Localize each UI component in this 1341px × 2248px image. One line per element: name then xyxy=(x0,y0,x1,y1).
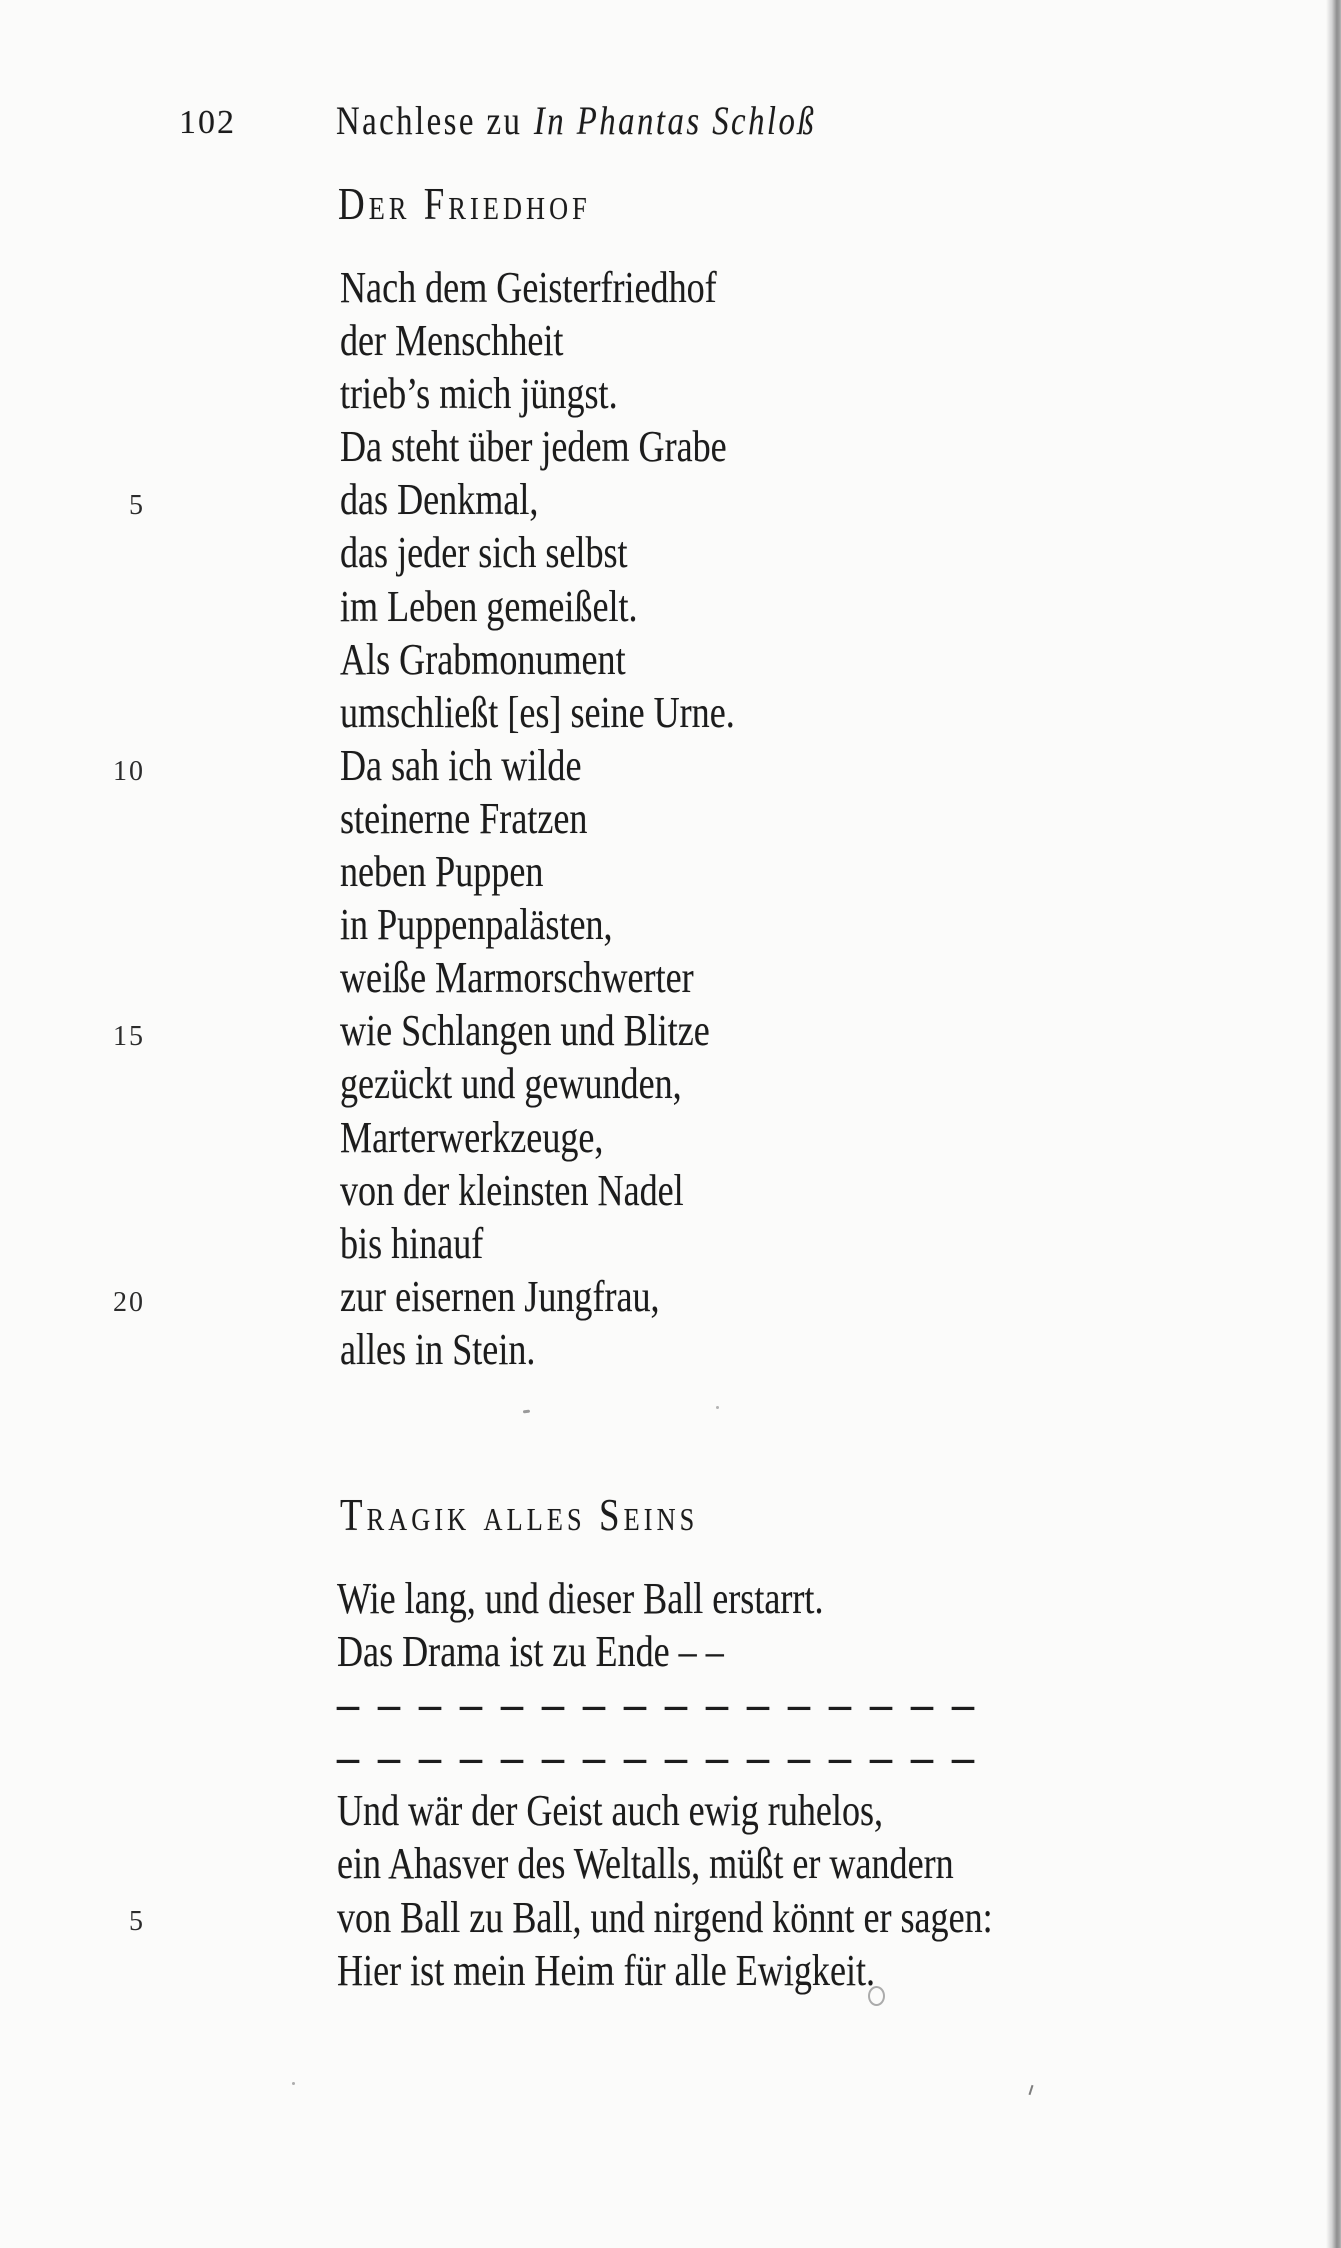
verse-line-number: 15 xyxy=(113,1021,145,1052)
poem-line: von der kleinsten Nadel xyxy=(340,1165,684,1215)
poem-line: ein Ahasver des Weltalls, müßt er wandern xyxy=(337,1839,954,1889)
scan-speck xyxy=(868,1986,885,2006)
scan-speck xyxy=(292,2082,295,2085)
poem-line: bis hinauf xyxy=(340,1218,484,1268)
verse-line-number: 5 xyxy=(129,1906,145,1937)
poem-line: gezückt und gewunden, xyxy=(340,1059,682,1109)
running-head-section: Nachlese zu xyxy=(336,98,523,143)
poem-line: Da steht über jedem Grabe xyxy=(340,422,727,472)
poem-line: Wie lang, und dieser Ball erstarrt. xyxy=(337,1574,824,1623)
poem-line: wie Schlangen und Blitze xyxy=(340,1006,710,1056)
page-number: 102 xyxy=(179,104,236,141)
poem-line: Das Drama ist zu Ende – – xyxy=(337,1627,724,1677)
poem-line: Da sah ich wilde xyxy=(340,740,582,790)
poem-body xyxy=(337,1572,1137,1997)
dash-rule-line: – – – – – – – – – – – – – – – – xyxy=(337,1680,974,1730)
poem-line: trieb’s mich jüngst. xyxy=(340,369,618,419)
poem-line: Und wär der Geist auch ewig ruhelos, xyxy=(337,1786,884,1836)
scan-speck xyxy=(1029,2085,1034,2095)
poem-line: das jeder sich selbst xyxy=(340,528,628,578)
poem-title: Der Friedhof xyxy=(338,179,591,229)
poem-line: der Menschheit xyxy=(340,316,564,366)
poem-line: Als Grabmonument xyxy=(340,634,626,684)
poem-line: Marterwerkzeuge, xyxy=(340,1112,604,1162)
poem-body xyxy=(340,261,821,1376)
scan-speck xyxy=(716,1406,719,1409)
verse-line-number: 5 xyxy=(129,490,145,521)
running-head xyxy=(336,98,922,144)
poem-line: neben Puppen xyxy=(340,847,544,897)
poem-line: das Denkmal, xyxy=(340,475,539,525)
poem-line: Nach dem Geisterfriedhof xyxy=(340,263,717,312)
poem-line: umschließt [es] seine Urne. xyxy=(340,687,735,737)
scan-speck xyxy=(523,1410,530,1414)
poem-line: zur eisernen Jungfrau, xyxy=(340,1271,660,1321)
poem-line: steinerne Fratzen xyxy=(340,793,588,843)
running-head-work-title: In Phantas Schloß xyxy=(533,98,817,143)
poem-line: alles in Stein. xyxy=(340,1324,536,1374)
poem-line: in Puppenpalästen, xyxy=(340,900,613,950)
verse-line-number: 20 xyxy=(113,1287,145,1318)
dash-rule-line: – – – – – – – – – – – – – – – – xyxy=(337,1733,974,1783)
poem-line: weiße Marmorschwerter xyxy=(340,953,694,1003)
poem-line: im Leben gemeißelt. xyxy=(340,581,638,631)
verse-line-number: 10 xyxy=(113,756,145,787)
page-gutter-shadow xyxy=(1326,0,1341,2248)
poem-title: Tragik alles Seins xyxy=(340,1490,699,1540)
poem-line: Hier ist mein Heim für alle Ewigkeit. xyxy=(337,1945,876,1995)
poem-line: von Ball zu Ball, und nirgend könnt er sagen: xyxy=(337,1892,993,1942)
